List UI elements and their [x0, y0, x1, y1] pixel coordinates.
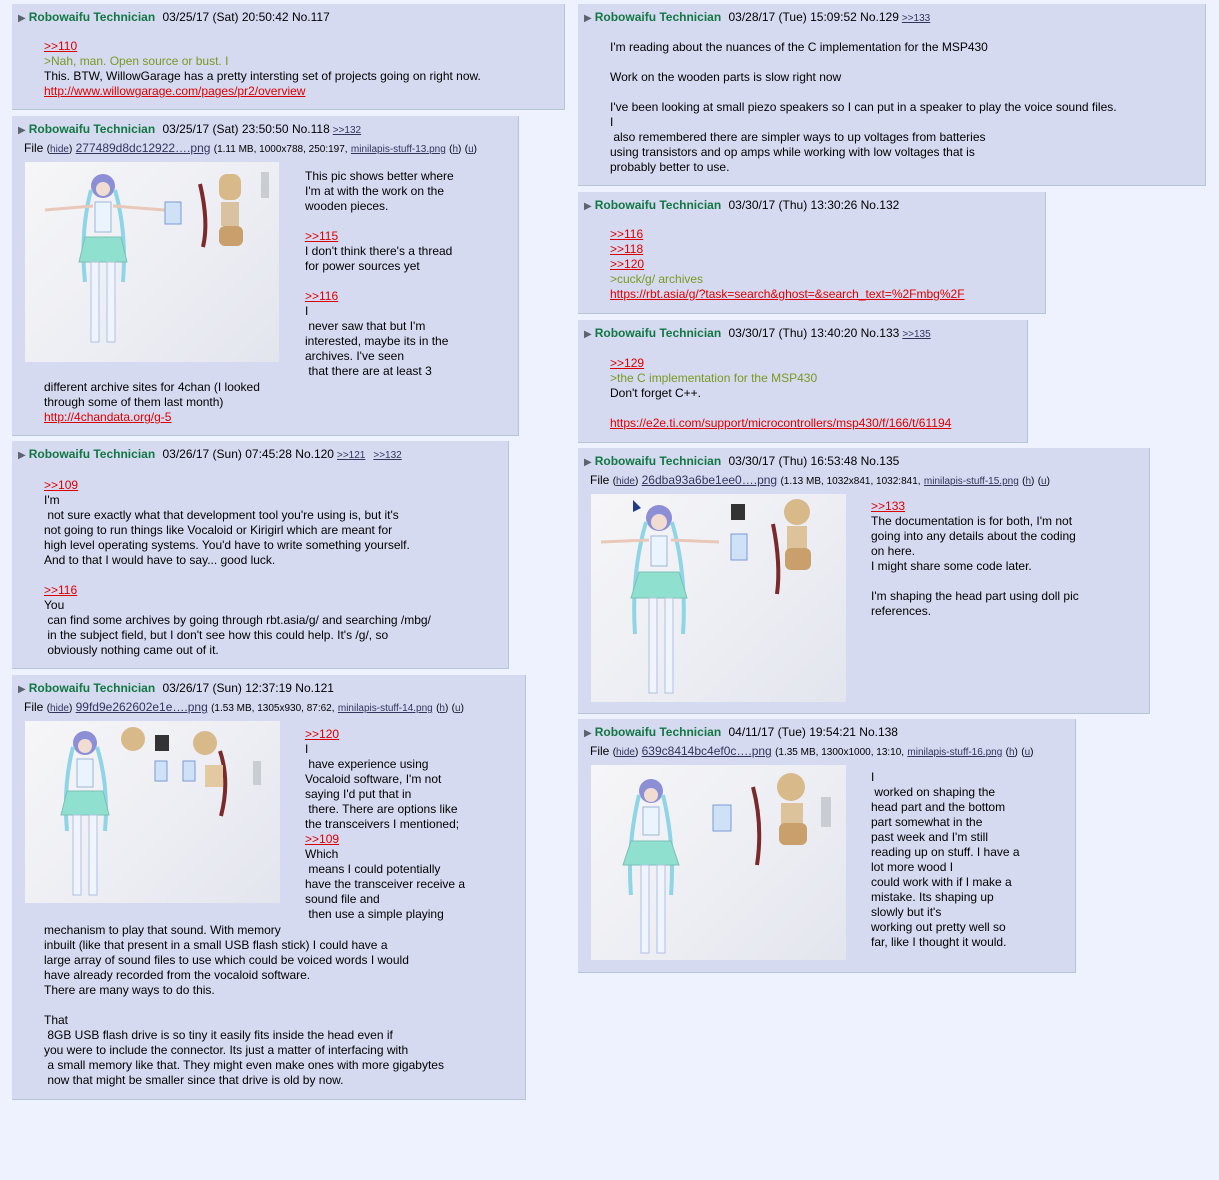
quote-link[interactable]: >>133 [871, 499, 906, 513]
text-line: through some of them last month) [44, 395, 224, 409]
hash-link[interactable]: h [439, 703, 445, 714]
text-line: I [305, 742, 309, 756]
backlink[interactable]: >>135 [902, 329, 931, 340]
text-line: for power sources yet [305, 259, 420, 273]
text-line: Which [305, 847, 339, 861]
post-date: 03/26/17 (Sun) 12:37:19 [162, 681, 292, 695]
text-line: slowly but it's [871, 905, 942, 919]
post-menu-arrow-icon[interactable]: ▶ [584, 329, 592, 340]
post-message [44, 39, 481, 99]
text-line: means I could potentially [305, 862, 441, 876]
quote-link[interactable]: >>109 [305, 832, 340, 846]
post-date: 04/11/17 (Tue) 19:54:21 [728, 725, 856, 739]
external-link[interactable]: http://4chandata.org/g-5 [44, 410, 172, 424]
text-line: This. BTW, WillowGarage has a pretty intersting set of projects going on right now. [44, 69, 481, 83]
post-121 [12, 675, 526, 1100]
text-line: I don't think there's a thread [305, 244, 453, 258]
post-header [584, 326, 931, 342]
post-date: 03/26/17 (Sun) 07:45:28 [162, 447, 292, 461]
post-menu-arrow-icon[interactable]: ▶ [18, 13, 26, 24]
post-message [871, 770, 1020, 950]
post-133 [578, 320, 1028, 443]
hide-file-link[interactable]: hide [616, 747, 635, 758]
text-line: there. There are options like [305, 802, 458, 816]
backlink[interactable]: >>132 [373, 450, 402, 461]
upload-link[interactable]: u [468, 144, 474, 155]
post-date: 03/25/17 (Sat) 20:50:42 [162, 10, 289, 24]
text-line: different archive sites for 4chan (I looked [44, 380, 260, 394]
text-line: Work on the wooden parts is slow right now [610, 70, 842, 84]
post-header [584, 725, 898, 741]
upload-link[interactable]: u [455, 703, 461, 714]
post-129 [578, 4, 1206, 186]
text-line: the transceivers I mentioned; [305, 817, 460, 831]
text-line: in the subject field, but I don't see how this could help. It's /g/, so [44, 628, 389, 642]
file-label: File [24, 141, 44, 155]
external-link[interactable]: https://e2e.ti.com/support/microcontrollers/msp430/f/166/t/61194 [610, 416, 952, 430]
text-line: worked on shaping the [871, 785, 996, 799]
post-message [610, 356, 951, 431]
original-filename-link[interactable]: minilapis-stuff-13.png [350, 144, 446, 155]
backlink[interactable]: >>121 [336, 450, 366, 461]
quote-link[interactable]: >>120 [610, 257, 645, 271]
greentext: >Nah, man. Open source or bust. I [44, 54, 229, 68]
poster-name: Robowaifu Technician [594, 326, 722, 340]
file-label: File [24, 700, 44, 714]
text-line: I might share some code later. [871, 559, 1032, 573]
text-line: And to that I would have to say... good luck. [44, 553, 276, 567]
hide-file-link[interactable]: hide [616, 476, 635, 487]
file-info: File (hide) 26dba93a6be1ee0….png (1.13 MB, 1032x841, 1032:841, minilapis-stuff-15.png (h) (u) [590, 473, 1050, 487]
post-menu-arrow-icon[interactable]: ▶ [18, 450, 26, 461]
quote-link[interactable]: >>120 [305, 727, 340, 741]
post-message [871, 499, 1079, 619]
text-line: You [44, 598, 65, 612]
text-line: Don't forget C++. [610, 386, 702, 400]
poster-name: Robowaifu Technician [594, 198, 722, 212]
file-label: File [590, 473, 610, 487]
text-line: I'm [44, 493, 60, 507]
greentext: >cuck/g/ archives [610, 272, 704, 286]
text-line: a small memory like that. They might even make ones with more gigabytes [44, 1058, 444, 1072]
text-line: archives. I've seen [305, 349, 405, 363]
post-number[interactable]: No.121 [295, 681, 334, 695]
text-line: have experience using [305, 757, 429, 771]
text-line: The documentation is for both, I'm not [871, 514, 1073, 528]
file-info: File (hide) 277489d8dc12922….png (1.11 MB, 1000x788, 250:197, minilapis-stuff-13.png (h) (u) [24, 141, 477, 155]
text-line: 8GB USB flash drive is so tiny it easily fits inside the head even if [44, 1028, 393, 1042]
file-name-link[interactable]: 26dba93a6be1ee0….png [641, 473, 778, 487]
text-line: mechanism to play that sound. With memory [44, 923, 281, 937]
text-line: I've been looking at small piezo speakers so I can put in a speaker to play the voice sound files. [610, 100, 1117, 114]
text-line: then use a simple playing [305, 907, 444, 921]
hash-link[interactable]: h [1008, 747, 1015, 758]
post-number[interactable]: No.129 [860, 10, 899, 24]
post-135 [578, 448, 1150, 714]
quote-link[interactable]: >>109 [44, 478, 79, 492]
text-line: I [610, 115, 614, 129]
text-line: lot more wood I [871, 860, 954, 874]
figure-image-icon [591, 494, 846, 702]
poster-name: Robowaifu Technician [28, 10, 156, 24]
figure-image-icon [25, 721, 280, 903]
text-line: now that might be smaller since that drive is old by now. [44, 1073, 344, 1087]
file-label: File [590, 744, 610, 758]
quote-link[interactable]: >>115 [305, 229, 339, 243]
hash-link[interactable]: h [452, 144, 459, 155]
hide-file-link[interactable]: hide [50, 144, 69, 155]
post-message-continued [44, 380, 260, 425]
post-header [18, 681, 334, 697]
text-line: interested, maybe its in the [305, 334, 449, 348]
post-message [305, 169, 454, 379]
post-date: 03/30/17 (Thu) 13:40:20 [728, 326, 858, 340]
post-number[interactable]: No.138 [859, 725, 898, 739]
text-line: going into any details about the coding [871, 529, 1076, 543]
text-line: large array of sound files to use which could be voiced words I would [44, 953, 409, 967]
post-message-continued [44, 923, 444, 1088]
file-name-link[interactable]: 99fd9e262602e1e….png [75, 700, 208, 714]
text-line: using transistors and op amps while working with low voltages that is [610, 145, 975, 159]
post-132 [578, 192, 1046, 314]
post-menu-arrow-icon[interactable]: ▶ [584, 728, 592, 739]
text-line: probably better to use. [610, 160, 730, 174]
text-line: far, like I thought it would. [871, 935, 1007, 949]
file-name-link[interactable]: 277489d8dc12922….png [75, 141, 211, 155]
post-menu-arrow-icon[interactable]: ▶ [584, 457, 592, 468]
post-header [18, 447, 402, 463]
post-number[interactable]: No.117 [291, 10, 330, 24]
text-line: working out pretty well so [871, 920, 1006, 934]
post-header [584, 10, 930, 26]
file-name-link[interactable]: 639c8414bc4ef0c….png [641, 744, 772, 758]
quote-link[interactable]: >>110 [44, 39, 78, 53]
post-message [44, 478, 431, 658]
figure-image-icon [25, 162, 279, 362]
post-message [610, 40, 1117, 175]
text-line: on here. [871, 544, 916, 558]
text-line: reading up on stuff. I have a [871, 845, 1020, 859]
post-number[interactable]: No.133 [860, 326, 900, 340]
greentext: >the C implementation for the MSP430 [610, 371, 818, 385]
post-message [610, 227, 965, 302]
file-thumbnail[interactable] [591, 765, 846, 960]
quote-link[interactable]: >>116 [44, 583, 78, 597]
text-line: past week and I'm still [871, 830, 989, 844]
text-line: I [305, 304, 309, 318]
text-line: I'm reading about the nuances of the C implementation for the MSP430 [610, 40, 988, 54]
post-header [18, 122, 361, 138]
quote-link[interactable]: >>116 [305, 289, 339, 303]
file-meta: (1.11 MB, 1000x788, 250:197, [213, 144, 348, 155]
text-line: not going to run things like Vocaloid or Kirigirl which are meant for [44, 523, 393, 537]
post-header [584, 454, 899, 470]
text-line: obviously nothing came out of it. [44, 643, 219, 657]
text-line: part somewhat in the [871, 815, 983, 829]
file-thumbnail[interactable] [25, 162, 279, 362]
backlink[interactable]: >>132 [332, 125, 362, 136]
post-header [18, 10, 330, 26]
hide-file-link[interactable]: hide [50, 703, 69, 714]
text-line: you were to include the connector. Its just a matter of interfacing with [44, 1043, 409, 1057]
poster-name: Robowaifu Technician [28, 681, 156, 695]
original-filename-link[interactable]: minilapis-stuff-16.png [907, 747, 1003, 758]
text-line: also remembered there are simpler ways to up voltages from batteries [610, 130, 986, 144]
external-link[interactable]: https://rbt.asia/g/?task=search&ghost=&search_text=%2Fmbg%2F [610, 287, 965, 301]
file-thumbnail[interactable] [25, 721, 280, 903]
text-line: never saw that but I'm [305, 319, 426, 333]
original-filename-link[interactable]: minilapis-stuff-15.png [923, 476, 1019, 487]
post-number[interactable]: No.132 [860, 198, 900, 212]
text-line: inbuilt (like that present in a small USB flash stick) I could have a [44, 938, 388, 952]
text-line: that there are at least 3 [305, 364, 432, 378]
hash-link[interactable]: h [1025, 476, 1032, 487]
original-filename-link[interactable]: minilapis-stuff-14.png [337, 703, 433, 714]
text-line: have already recorded from the vocaloid software. [44, 968, 311, 982]
text-line: wooden pieces. [305, 199, 389, 213]
external-link[interactable]: http://www.willowgarage.com/pages/pr2/overview [44, 84, 306, 98]
post-header [584, 198, 899, 214]
file-info: File (hide) 639c8414bc4ef0c….png (1.35 MB, 1300x1000, 13:10, minilapis-stuff-16.png (h) (u) [590, 744, 1034, 758]
text-line: not sure exactly what that development tool you're using is, but it's [44, 508, 399, 522]
poster-name: Robowaifu Technician [594, 10, 722, 24]
post-menu-arrow-icon[interactable]: ▶ [18, 684, 26, 695]
post-number[interactable]: No.118 [291, 122, 330, 136]
backlink[interactable]: >>133 [901, 13, 931, 24]
post-menu-arrow-icon[interactable]: ▶ [584, 201, 592, 212]
text-line: can find some archives by going through rbt.asia/g/ and searching /mbg/ [44, 613, 431, 627]
post-118 [12, 116, 519, 436]
text-line: have the transceiver receive a [305, 877, 466, 891]
text-line: That [44, 1013, 69, 1027]
quote-link[interactable]: >>118 [610, 242, 644, 256]
text-line: sound file and [305, 892, 380, 906]
file-meta: (1.13 MB, 1032x841, 1032:841, [780, 476, 921, 487]
text-line: saying I'd put that in [305, 787, 412, 801]
text-line: references. [871, 604, 932, 618]
post-menu-arrow-icon[interactable]: ▶ [18, 125, 26, 136]
text-line: Vocaloid software, I'm not [305, 772, 442, 786]
file-thumbnail[interactable] [591, 494, 846, 702]
post-number[interactable]: No.120 [295, 447, 334, 461]
text-line: high level operating systems. You'd have to write something yourself. [44, 538, 410, 552]
post-number[interactable]: No.135 [860, 454, 900, 468]
post-date: 03/30/17 (Thu) 16:53:48 [728, 454, 858, 468]
text-line: I'm shaping the head part using doll pic [871, 589, 1079, 603]
post-date: 03/25/17 (Sat) 23:50:50 [162, 122, 289, 136]
post-date: 03/28/17 (Tue) 15:09:52 [728, 10, 857, 24]
post-message [305, 727, 465, 922]
file-info: File (hide) 99fd9e262602e1e….png (1.53 MB, 1305x930, 87:62, minilapis-stuff-14.png (h) (u) [24, 700, 464, 714]
post-117 [12, 4, 565, 110]
poster-name: Robowaifu Technician [28, 122, 156, 136]
poster-name: Robowaifu Technician [28, 447, 156, 461]
file-meta: (1.35 MB, 1300x1000, 13:10, [775, 747, 905, 758]
quote-link[interactable]: >>116 [610, 227, 644, 241]
text-line: This pic shows better where [305, 169, 454, 183]
upload-link[interactable]: u [1041, 476, 1047, 487]
quote-link[interactable]: >>129 [610, 356, 645, 370]
upload-link[interactable]: u [1024, 747, 1031, 758]
post-menu-arrow-icon[interactable]: ▶ [584, 13, 592, 24]
post-date: 03/30/17 (Thu) 13:30:26 [728, 198, 858, 212]
post-120 [12, 441, 509, 669]
figure-image-icon [591, 765, 846, 960]
poster-name: Robowaifu Technician [594, 454, 722, 468]
text-line: There are many ways to do this. [44, 983, 215, 997]
text-line: I'm at with the work on the [305, 184, 445, 198]
poster-name: Robowaifu Technician [594, 725, 722, 739]
text-line: head part and the bottom [871, 800, 1006, 814]
text-line: could work with if I make a [871, 875, 1012, 889]
text-line: I [871, 770, 875, 784]
file-meta: (1.53 MB, 1305x930, 87:62, [211, 703, 335, 714]
post-138 [578, 719, 1076, 973]
text-line: mistake. Its shaping up [871, 890, 994, 904]
